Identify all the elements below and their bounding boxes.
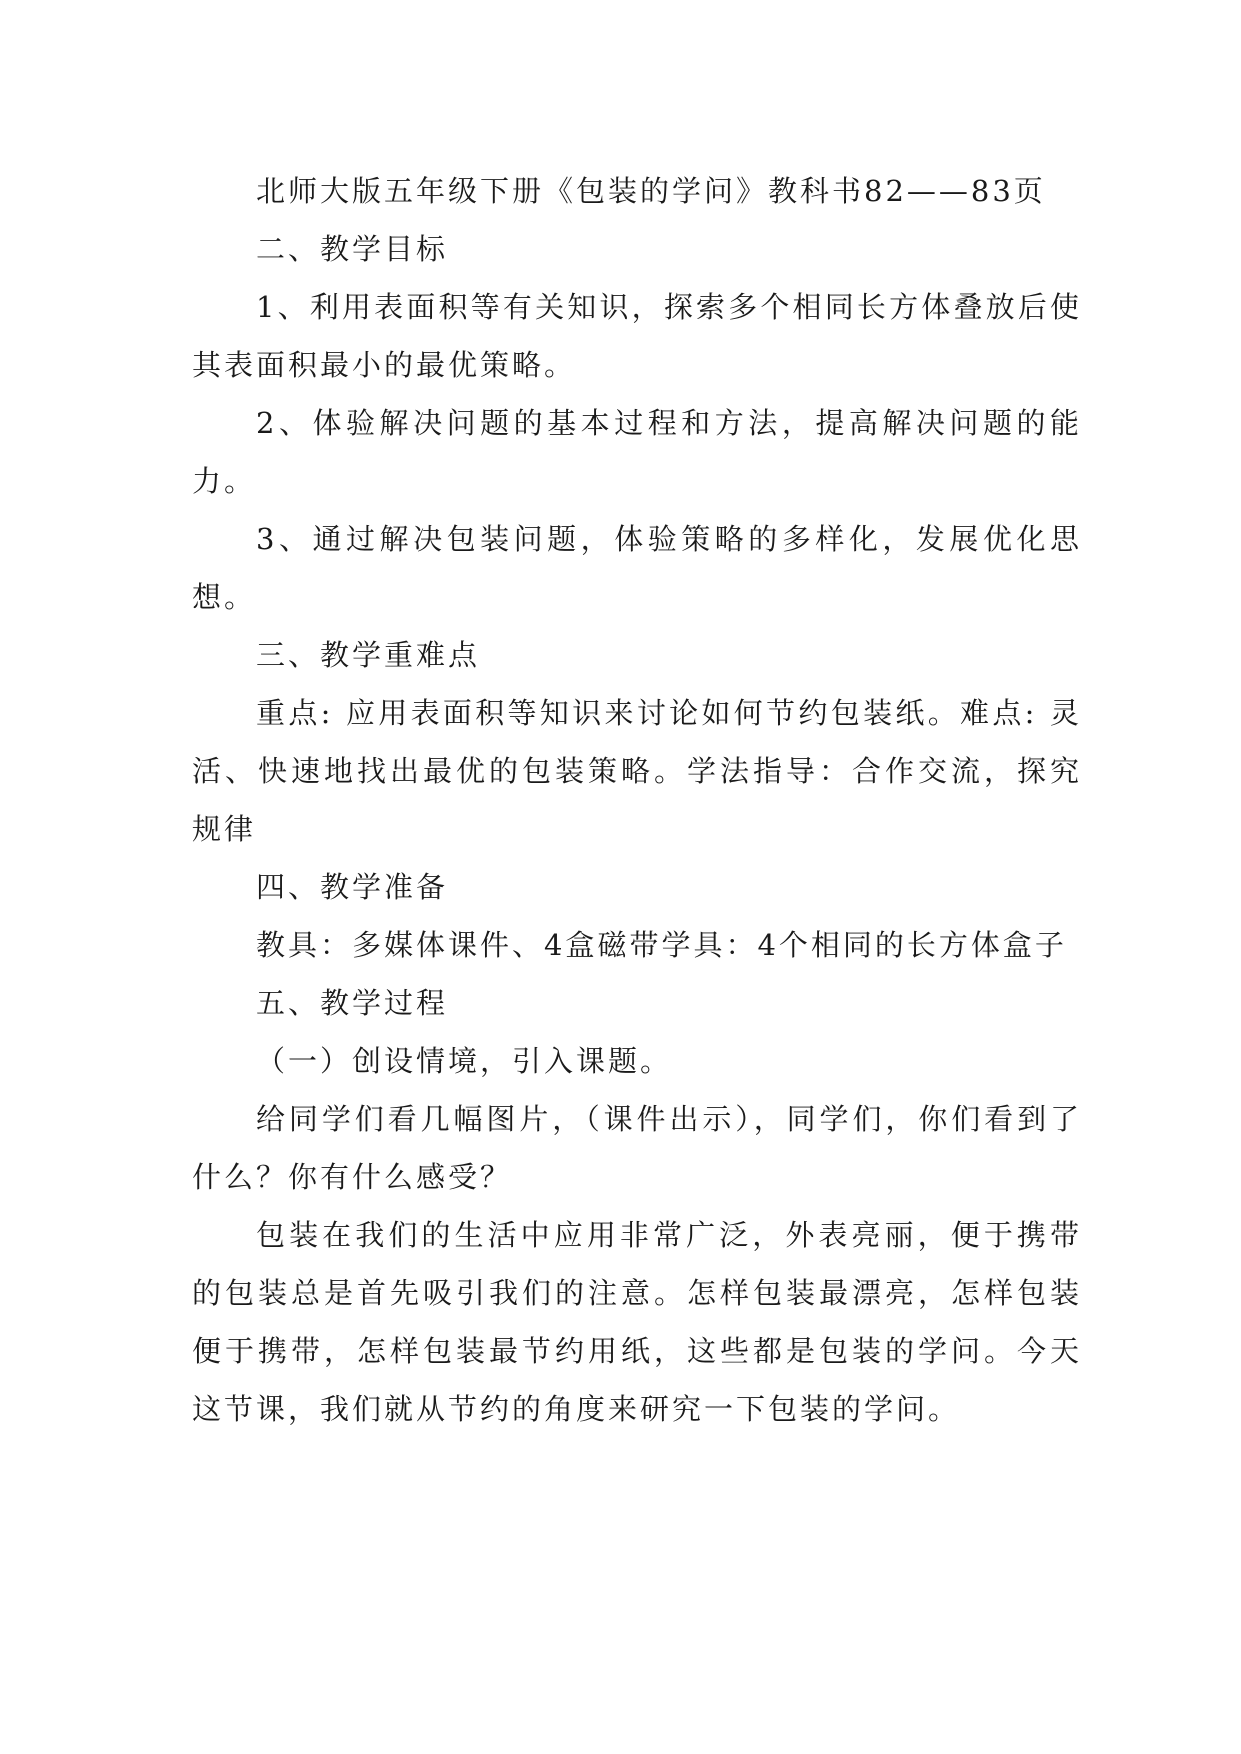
textbook-reference-paragraph: 北师大版五年级下册《包装的学问》教科书82——83页 — [256, 174, 1046, 208]
section-heading-preparation: 四、教学准备 — [256, 870, 449, 904]
objective-2-paragraph: 2、体验解决问题的基本过程和方法，提高解决问题的能力。 — [192, 406, 1082, 498]
teaching-aids-paragraph: 教具：多媒体课件、4盒磁带学具：4个相同的长方体盒子 — [256, 928, 1067, 962]
key-points-paragraph: 重点: 应用表面积等知识来讨论如何节约包装纸。难点: 灵活、快速地找出最优的包装策略。学法指导：合作交流，探究规律 — [192, 696, 1082, 846]
section-heading-key-points: 三、教学重难点 — [256, 638, 481, 672]
section-heading-teaching-objectives: 二、教学目标 — [256, 232, 449, 266]
packaging-intro-paragraph: 包装在我们的生活中应用非常广泛，外表亮丽，便于携带的包装总是首先吸引我们的注意。怎样包装最漂亮，怎样包装便于携带，怎样包装最节约用纸，这些都是包装的学问。今天这节课，我们就从节约的角度来研究一下包装的学问。 — [192, 1218, 1082, 1426]
objective-1-paragraph: 1、利用表面积等有关知识，探索多个相同长方体叠放后使其表面积最小的最优策略。 — [192, 290, 1082, 382]
document-body — [192, 162, 1082, 1438]
section-heading-teaching-process: 五、教学过程 — [256, 986, 449, 1020]
objective-3-paragraph: 3、通过解决包装问题，体验策略的多样化，发展优化思想。 — [192, 522, 1082, 614]
subsection-heading-introduction: （一）创设情境，引入课题。 — [256, 1044, 673, 1078]
picture-question-paragraph: 给同学们看几幅图片，（课件出示），同学们，你们看到了什么？你有什么感受？ — [192, 1102, 1082, 1194]
